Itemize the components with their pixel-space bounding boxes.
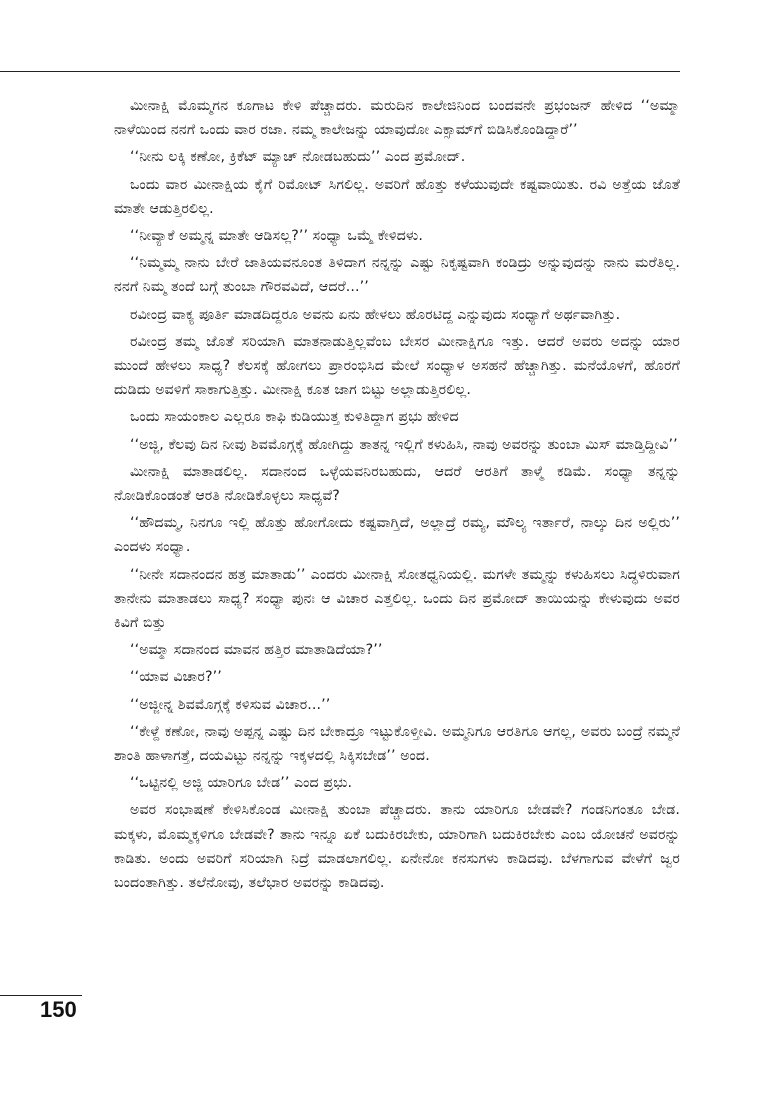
paragraph: ಮೀನಾಕ್ಷಿ ಮೊಮ್ಮಗನ ಕೂಗಾಟ ಕೇಳಿ ಪೆಚ್ಚಾದರು. ಮರುದಿನ ಕಾಲೇಜಿನಿಂದ ಬಂದವನೇ ಪ್ರಭಂಜನ್ ಹೇಳಿದ ‘‘ಅಮ್ಮಾ ನಾಳೆಯಿಂದ ನನಗೆ ಒಂದು ವಾರ ರಜಾ. ನಮ್ಮ ಕಾಲೇಜನ್ನು ಯಾವುದೋ ಎಕ್ಸಾಮ್‌ಗೆ ಬಿಡಿಸಿಕೊಂಡಿದ್ದಾರೆ’’ <box>114 98 680 139</box>
footer-rule <box>0 995 82 996</box>
paragraph: ‘‘ಅಜ್ಜೀನ್ನ ಶಿವಮೊಗ್ಗಕ್ಕೆ ಕಳಿಸುವ ವಿಚಾರ...’’ <box>130 696 331 713</box>
page-number: 150 <box>40 997 77 1022</box>
page-body <box>114 94 680 898</box>
paragraph: ರವೀಂದ್ರ ವಾಕ್ಯ ಪೂರ್ತಿ ಮಾಡದಿದ್ದರೂ ಅವನು ಏನು ಹೇಳಲು ಹೊರಟಿದ್ದ ಎನ್ನುವುದು ಸಂಧ್ಯಾಗೆ ಅರ್ಥವಾಗಿತ್ತು. <box>130 306 621 323</box>
paragraph: ‘‘ನಿಮ್ಮಮ್ಮ ನಾನು ಬೇರೆ ಜಾತಿಯವನೂಂತ ತಿಳಿದಾಗ ನನ್ನನ್ನು ಎಷ್ಟು ನಿಕೃಷ್ಟವಾಗಿ ಕಂಡಿದ್ರು ಅನ್ನುವುದನ್ನು ನಾನು ಮರೆತಿಲ್ಲ. ನನಗೆ ನಿಮ್ಮ ತಂದೆ ಬಗ್ಗೆ ತುಂಬಾ ಗೌರವವಿದೆ, ಆದರೆ...’’ <box>114 255 680 296</box>
paragraph: ‘‘ನೀನು ಲಕ್ಕಿ ಕಣೋ, ಕ್ರಿಕೆಟ್ ಮ್ಯಾಚ್ ನೋಡಬಹುದು’’ ಎಂದ ಪ್ರಮೋದ್. <box>130 149 466 166</box>
header-rule <box>0 71 680 72</box>
paragraph: ‘‘ಕೇಳ್ದೆ ಕಣೋ, ನಾವು ಅಪ್ಪನ್ನ ಎಷ್ಟು ದಿನ ಬೇಕಾದ್ರೂ ಇಟ್ಟುಕೊಳ್ತೀವಿ. ಅಮ್ಮನಿಗೂ ಆರತಿಗೂ ಆಗಲ್ಲ, ಅವರು ಬಂದ್ರೆ ನಮ್ಮನೆ ಶಾಂತಿ ಹಾಳಾಗತ್ತೆ, ದಯವಿಟ್ಟು ನನ್ನನ್ನು ಇಕ್ಕಳದಲ್ಲಿ ಸಿಕ್ಕಿಸಬೇಡ’’ ಅಂದ. <box>114 723 680 765</box>
paragraph: ‘‘ಒಟ್ಟಿನಲ್ಲಿ ಅಜ್ಜಿ ಯಾರಿಗೂ ಬೇಡ’’ ಎಂದ ಪ್ರಭು. <box>130 775 353 792</box>
paragraph: ‘‘ನೀವ್ಯಾಕೆ ಅಮ್ಮನ್ನ ಮಾತೇ ಆಡಿಸಲ್ಲ?’’ ಸಂಧ್ಯಾ ಒಮ್ಮೆ ಕೇಳಿದಳು. <box>130 228 423 245</box>
paragraph: ‘‘ಅಜ್ಜಿ, ಕೆಲವು ದಿನ ನೀವು ಶಿವಮೊಗ್ಗಕ್ಕೆ ಹೋಗಿದ್ದು ತಾತನ್ನ ಇಲ್ಲಿಗೆ ಕಳುಹಿಸಿ, ನಾವು ಅವರನ್ನು ತುಂಬಾ ಮಿಸ್ ಮಾಡ್ತಿದ್ದೀವಿ’’ <box>130 436 678 453</box>
paragraph: ಒಂದು ವಾರ ಮೀನಾಕ್ಷಿಯ ಕೈಗೆ ರಿಮೋಟ್ ಸಿಗಲಿಲ್ಲ. ಅವರಿಗೆ ಹೊತ್ತು ಕಳೆಯುವುದೇ ಕಷ್ಟವಾಯಿತು. ರವಿ ಅತ್ತೆಯ ಜೊತೆ ಮಾತೇ ಆಡುತ್ತಿರಲಿಲ್ಲ. <box>114 176 680 217</box>
paragraph: ಮೀನಾಕ್ಷಿ ಮಾತಾಡಲಿಲ್ಲ. ಸದಾನಂದ ಒಳ್ಳೆಯವನಿರಬಹುದು, ಆದರೆ ಆರತಿಗೆ ತಾಳ್ಮೆ ಕಡಿಮೆ. ಸಂಧ್ಯಾ ತನ್ನನ್ನು ನೋಡಿಕೊಂಡಂತೆ ಆರತಿ ನೋಡಿಕೊಳ್ಳಲು ಸಾಧ್ಯವೆ? <box>114 463 680 505</box>
paragraph: ‘‘ಅಮ್ಮಾ ಸದಾನಂದ ಮಾವನ ಹತ್ತಿರ ಮಾತಾಡಿದೆಯಾ?’’ <box>130 642 383 659</box>
paragraph: ‘‘ಹೌದಮ್ಮ, ನಿನಗೂ ಇಲ್ಲಿ ಹೊತ್ತು ಹೋಗೋದು ಕಷ್ಟವಾಗ್ತಿದೆ, ಅಲ್ಲಾದ್ರೆ ರಮ್ಯ, ಮೌಲ್ಯ ಇರ್ತಾರೆ, ನಾಲ್ಕು ದಿನ ಅಲ್ಲಿರು’’ ಎಂದಳು ಸಂಧ್ಯಾ. <box>114 515 680 556</box>
paragraph: ಅವರ ಸಂಭಾಷಣೆ ಕೇಳಿಸಿಕೊಂಡ ಮೀನಾಕ್ಷಿ ತುಂಬಾ ಪೆಚ್ಚಾದರು. ತಾನು ಯಾರಿಗೂ ಬೇಡವೇ? ಗಂಡನಿಗಂತೂ ಬೇಡ. ಮಕ್ಕಳು, ಮೊಮ್ಮಕ್ಕಳಿಗೂ ಬೇಡವೇ? ತಾನು ಇನ್ನೂ ಏಕೆ ಬದುಕಿರಬೇಕು, ಯಾರಿಗಾಗಿ ಬದುಕಿರಬೇಕು ಎಂಬ ಯೋಚನೆ ಅವರನ್ನು ಕಾಡಿತು. ಅಂದು ಅವರಿಗೆ ಸರಿಯಾಗಿ ನಿದ್ರೆ ಮಾಡಲಾಗಲಿಲ್ಲ. ಏನೇನೋ ಕನಸುಗಳು ಕಾಡಿದವು. ಬೆಳಗಾಗುವ ವೇಳೆಗೆ ಜ್ವರ ಬಂದಂತಾಗಿತ್ತು. ತಲೆನೋವು, ತಲೆಭಾರ ಅವರನ್ನು ಕಾಡಿದವು. <box>114 802 680 892</box>
paragraph: ರವೀಂದ್ರ ತಮ್ಮ ಜೊತೆ ಸರಿಯಾಗಿ ಮಾತನಾಡುತ್ತಿಲ್ಲವೆಂಬ ಬೇಸರ ಮೀನಾಕ್ಷಿಗೂ ಇತ್ತು. ಆದರೆ ಅವರು ಅದನ್ನು ಯಾರ ಮುಂದೆ ಹೇಳಲು ಸಾಧ್ಯ? ಕೆಲಸಕ್ಕೆ ಹೋಗಲು ಪ್ರಾರಂಭಿಸಿದ ಮೇಲೆ ಸಂಧ್ಯಾಳ ಅಸಹನೆ ಹೆಚ್ಚಾಗಿತ್ತು. ಮನೆಯೊಳಗೆ, ಹೊರಗೆ ದುಡಿದು ಅವಳಿಗೆ ಸಾಕಾಗುತ್ತಿತ್ತು. ಮೀನಾಕ್ಷಿ ಕೂತ ಜಾಗ ಬಿಟ್ಟು ಅಲ್ಲಾಡುತ್ತಿರಲಿಲ್ಲ. <box>114 333 680 399</box>
paragraph: ‘‘ಯಾವ ವಿಚಾರ?’’ <box>130 669 222 686</box>
paragraph: ‘‘ನೀನೇ ಸದಾನಂದನ ಹತ್ರ ಮಾತಾಡು’’ ಎಂದರು ಮೀನಾಕ್ಷಿ ಸೋತಧ್ವನಿಯಲ್ಲಿ. ಮಗಳೇ ತಮ್ಮನ್ನು ಕಳುಹಿಸಲು ಸಿದ್ಧಳಿರುವಾಗ ತಾನೇನು ಮಾತಾಡಲು ಸಾಧ್ಯ? ಸಂಧ್ಯಾ ಪುನಃ ಆ ವಿಚಾರ ಎತ್ತಲಿಲ್ಲ. ಒಂದು ದಿನ ಪ್ರಮೋದ್ ತಾಯಿಯನ್ನು ಕೇಳುವುದು ಅವರ ಕಿವಿಗೆ ಬಿತ್ತು <box>114 566 680 632</box>
paragraph: ಒಂದು ಸಾಯಂಕಾಲ ಎಲ್ಲರೂ ಕಾಫಿ ಕುಡಿಯುತ್ತ ಕುಳಿತಿದ್ದಾಗ ಪ್ರಭು ಹೇಳಿದ <box>130 409 459 426</box>
